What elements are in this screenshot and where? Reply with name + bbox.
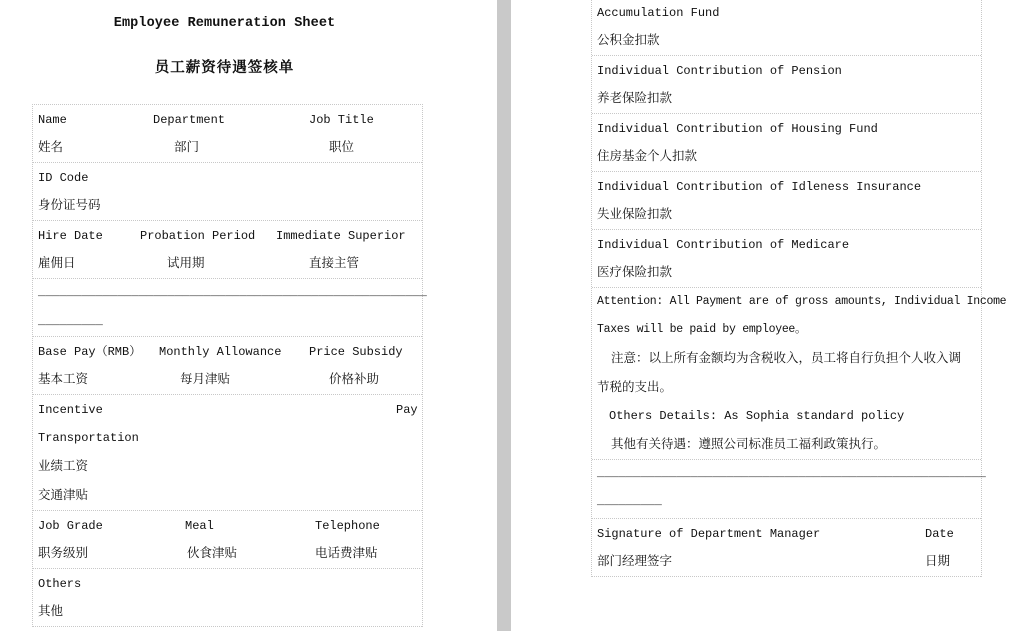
price-subsidy-label-en: Price Subsidy	[309, 345, 403, 359]
base-pay-label-zh: 基本工资	[38, 371, 89, 386]
medicare-label-zh: 医疗保险扣款	[597, 264, 673, 279]
row-hire-probation-superior	[33, 221, 422, 279]
document-title-zh: 员工薪资待遇签核单	[154, 60, 295, 76]
row-attention-notes	[592, 288, 1007, 460]
incentive-label-zh: 业绩工资	[38, 458, 89, 473]
row-separator-line	[33, 279, 427, 337]
attention-text-en-line1: Attention: All Payment are of gross amounts, Individual Income	[597, 295, 1007, 308]
idleness-insurance-label-en: Individual Contribution of Idleness Insurance	[597, 180, 922, 194]
name-label-en: Name	[38, 113, 67, 127]
row-housing-fund	[592, 114, 981, 172]
immediate-superior-label-en: Immediate Superior	[276, 229, 406, 243]
signature-label-en: Signature of Department Manager	[597, 527, 821, 541]
job-grade-label-zh: 职务级别	[38, 545, 89, 560]
separator-line-2: _________	[597, 494, 662, 508]
remuneration-table-right	[591, 0, 1007, 577]
incentive-label-en: Incentive	[38, 403, 103, 417]
others-label-zh: 其他	[38, 603, 64, 618]
attention-text-zh-line2: 节税的支出。	[597, 379, 673, 394]
row-medicare	[592, 230, 981, 288]
immediate-superior-label-zh: 直接主管	[309, 255, 360, 270]
pay-label-en: Pay	[396, 403, 418, 417]
housing-fund-label-zh: 住房基金个人扣款	[597, 148, 698, 163]
meal-label-en: Meal	[185, 519, 214, 533]
accumulation-fund-label-zh: 公积金扣款	[597, 32, 660, 47]
others-label-en: Others	[38, 577, 82, 591]
remuneration-table-left	[32, 104, 427, 627]
attention-text-en-line2: Taxes will be paid by employee。	[597, 323, 807, 336]
row-idleness-insurance	[592, 172, 981, 230]
signature-label-zh: 部门经理签字	[597, 553, 673, 568]
base-pay-label-en: Base Pay（RMB）	[38, 345, 142, 359]
separator-line-1: ______________________________________________________	[38, 285, 427, 299]
row-base-pay	[33, 337, 422, 395]
separator-line-1: ______________________________________________________	[597, 466, 986, 480]
document-title-en: Employee Remuneration Sheet	[113, 16, 336, 31]
telephone-label-en: Telephone	[315, 519, 380, 533]
pension-label-en: Individual Contribution of Pension	[597, 64, 842, 78]
row-accumulation-fund	[592, 0, 981, 56]
name-label-zh: 姓名	[38, 139, 64, 154]
separator-line-2: _________	[38, 314, 103, 328]
hire-date-label-zh: 雇佣日	[38, 255, 76, 270]
monthly-allowance-label-zh: 每月津贴	[180, 371, 231, 386]
transportation-label-en: Transportation	[38, 431, 139, 445]
idleness-insurance-label-zh: 失业保险扣款	[597, 206, 673, 221]
date-label-zh: 日期	[925, 553, 951, 568]
date-label-en: Date	[925, 527, 954, 541]
telephone-label-zh: 电话费津贴	[315, 545, 378, 560]
price-subsidy-label-zh: 价格补助	[329, 371, 380, 386]
row-separator-line	[592, 460, 986, 519]
id-code-label-en: ID Code	[38, 171, 89, 185]
meal-label-zh: 伙食津贴	[187, 545, 238, 560]
department-label-en: Department	[153, 113, 226, 127]
row-others	[33, 569, 422, 627]
document-page-left	[0, 0, 497, 631]
row-id-code	[33, 163, 422, 221]
job-grade-label-en: Job Grade	[38, 519, 103, 533]
document-page-right	[511, 0, 1024, 631]
accumulation-fund-label-en: Accumulation Fund	[597, 6, 720, 20]
department-label-zh: 部门	[174, 139, 200, 154]
hire-date-label-en: Hire Date	[38, 229, 103, 243]
row-name-department-job	[33, 105, 422, 163]
id-code-label-zh: 身份证号码	[38, 197, 101, 212]
row-grade-meal-telephone	[33, 511, 422, 569]
medicare-label-en: Individual Contribution of Medicare	[597, 238, 850, 252]
attention-text-zh-line1: 注意：以上所有金额均为含税收入，员工将自行负担个人收入调	[611, 350, 962, 365]
housing-fund-label-en: Individual Contribution of Housing Fund	[597, 122, 878, 136]
row-pension	[592, 56, 981, 114]
transportation-label-zh: 交通津贴	[38, 487, 89, 502]
probation-period-label-en: Probation Period	[140, 229, 256, 243]
probation-period-label-zh: 试用期	[167, 255, 205, 270]
job-title-label-en: Job Title	[309, 113, 374, 127]
page-gutter	[497, 0, 511, 631]
job-title-label-zh: 职位	[329, 139, 355, 154]
pension-label-zh: 养老保险扣款	[597, 90, 673, 105]
monthly-allowance-label-en: Monthly Allowance	[159, 345, 282, 359]
others-details-en: Others Details: As Sophia standard policy	[609, 409, 905, 423]
row-incentive-transportation	[33, 395, 422, 511]
others-details-zh: 其他有关待遇：遵照公司标准员工福利政策执行。	[611, 436, 887, 451]
row-signature-date	[592, 519, 981, 577]
